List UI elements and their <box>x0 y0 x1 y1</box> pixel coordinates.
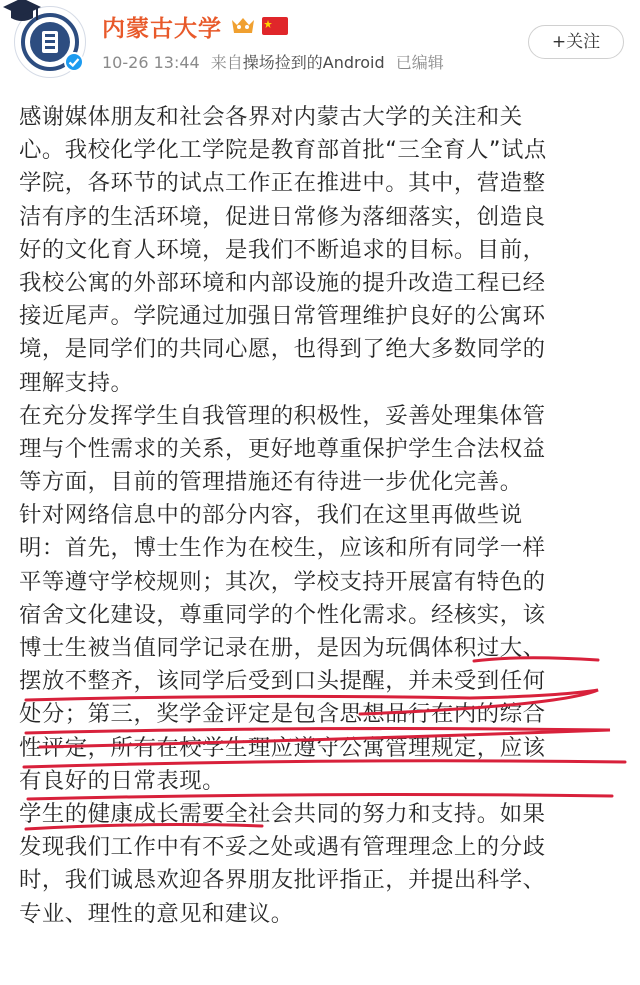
source-prefix: 来自 <box>210 53 243 72</box>
post-text-line: 等方面，目前的管理措施还有待进一步优化完善。 <box>19 469 523 496</box>
post-source[interactable]: 操场捡到的Android <box>242 53 385 72</box>
post-text-line: 性评定，所有在校学生理应遵守公寓管理规定，应该 <box>19 734 546 761</box>
post-text-line: 处分；第三，奖学金评定是包含思想品行在内的综合 <box>19 701 546 728</box>
post-text-line: 理与个性需求的关系，更好地尊重保护学生合法权益 <box>19 435 546 462</box>
account-name-row <box>102 10 288 42</box>
post-text-line: 感谢媒体朋友和社会各界对内蒙古大学的关注和关 <box>19 104 523 130</box>
graduation-cap-icon <box>2 0 42 26</box>
edited-label: 已编辑 <box>395 53 444 72</box>
post-text-line: 针对网络信息中的部分内容，我们在这里再做些说 <box>19 502 523 529</box>
post-text-line: 博士生被当值同学记录在册，是因为玩偶体积过大、 <box>19 635 546 661</box>
vip-badge-icon <box>230 15 256 37</box>
post-text-line: 心。我校化学化工学院是教育部首批“三全育人”试点 <box>19 137 547 164</box>
post-text-line: 理解支持。 <box>19 369 134 396</box>
account-name[interactable]: 内蒙古大学 <box>102 15 222 42</box>
post-text-line: 宿舍文化建设，尊重同学的个性化需求。经核实，该 <box>19 601 546 628</box>
post-text-line: 有良好的日常表现。 <box>19 767 226 794</box>
post-meta <box>102 50 450 73</box>
post-time: 10-26 13:44 <box>102 53 200 72</box>
post-text-line: 学院，各环节的试点工作正在推进中。其中，营造整 <box>19 170 546 197</box>
post-text-line: 学生的健康成长需要全社会共同的努力和支持。如果 <box>19 800 546 827</box>
follow-button[interactable]: +关注 <box>528 25 624 59</box>
china-flag-icon <box>262 17 288 35</box>
verified-icon <box>64 52 84 72</box>
post-text-line: 摆放不整齐，该同学后受到口头提醒，并未受到任何 <box>19 668 546 695</box>
post-header <box>0 0 640 90</box>
post-text-line: 明：首先，博士生作为在校生，应该和所有同学一样 <box>19 535 546 562</box>
post-text-line: 我校公寓的外部环境和内部设施的提升改造工程已经 <box>19 269 546 296</box>
post-text-line: 平等遵守学校规则；其次，学校支持开展富有特色的 <box>19 568 546 595</box>
post-text-line: 在充分发挥学生自我管理的积极性，妥善处理集体管 <box>19 402 546 429</box>
post-text-line: 境，是同学们的共同心愿，也得到了绝大多数同学的 <box>19 336 546 363</box>
post-content <box>19 101 629 931</box>
post-text-line: 洁有序的生活环境，促进日常修为落细落实，创造良 <box>19 203 546 230</box>
post-text-line: 发现我们工作中有不妥之处或遇有管理理念上的分歧 <box>19 834 546 861</box>
post-text-line: 时，我们诚恳欢迎各界朋友批评指正，并提出科学、 <box>19 867 546 894</box>
post-text-line: 接近尾声。学院通过加强日常管理维护良好的公寓环 <box>19 303 546 330</box>
post-text-line: 专业、理性的意见和建议。 <box>19 900 294 927</box>
post-text-line: 好的文化育人环境，是我们不断追求的目标。目前， <box>19 236 546 263</box>
